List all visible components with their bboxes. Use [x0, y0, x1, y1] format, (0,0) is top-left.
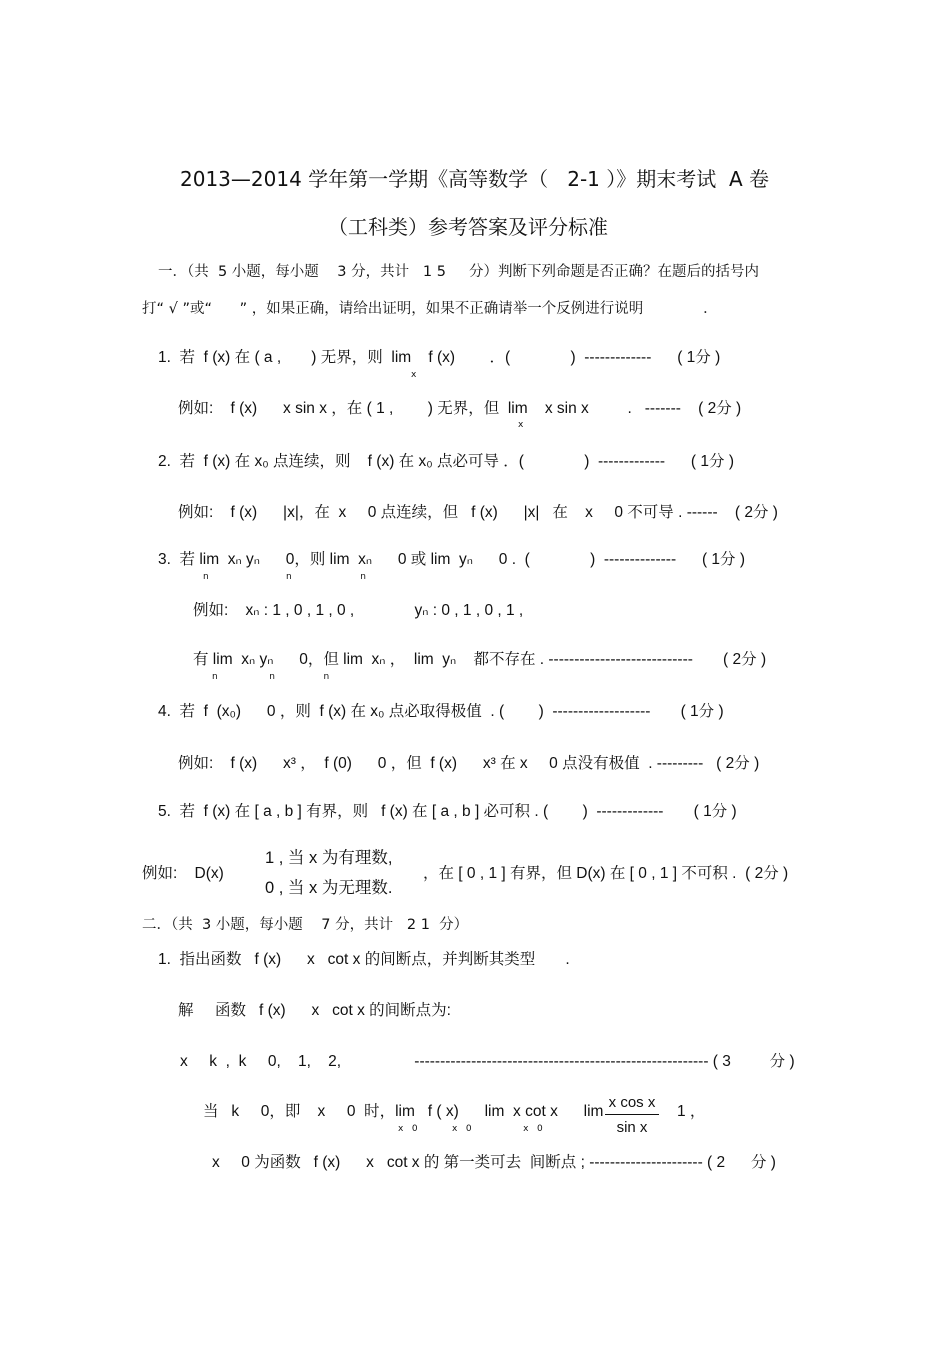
part2-q1-solution-line-3-tail: 1 ，: [677, 1103, 706, 1120]
q4-example: 例如: f (x) x³ ， f (0) 0 ，但 f (x) x³ 在 x 0 点没有极值 . --------- ( 2分 ): [178, 755, 760, 772]
part2-q1-solution-line-2: x k , k 0, 1, 2, --------------------------------------------------------- ( 3 分 ): [180, 1053, 795, 1070]
q5-example-tail: ，在 [ 0 , 1 ] 有界，但 D(x) 在 [ 0 , 1 ] 不可积 . ( 2分 ): [423, 865, 789, 882]
part2-q1-solution-line-3: 当 k 0，即 x 0 时，lim f ( x) lim x cot x lim: [203, 1103, 604, 1120]
fraction-bar: [605, 1114, 659, 1115]
fraction-denominator: sin x: [616, 1119, 648, 1136]
part1-intro-line-1: 一．（共 5 小题，每小题 3 分，共计 1 5 分）判断下列命题是否正确？在题后的括号内: [158, 264, 760, 280]
title-line-2: （工科类）参考答案及评分标准: [328, 215, 608, 239]
part2-q1-solution-line-1: 解 函数 f (x) x cot x 的间断点为:: [178, 1002, 451, 1019]
part2-q1-limit-subscripts: x 0 x 0 x 0: [398, 1124, 543, 1134]
q5-example-label: 例如: D(x): [142, 865, 224, 882]
part2-q1-question: 1. 指出函数 f (x) x cot x 的间断点，并判断其类型 .: [158, 951, 570, 968]
title-line-1: 2013—2014 学年第一学期《高等数学（ 2-1 ）》期末考试 A 卷: [180, 167, 770, 191]
q3-statement: 3. 若 lim xₙ yₙ 0，则 lim xₙ 0 或 lim yₙ 0 . ( ) -------------- ( 1分 ): [158, 551, 745, 568]
part2-intro: 二．（共 3 小题，每小题 7 分，共计 2 1 分）: [142, 917, 469, 933]
q2-statement: 2. 若 f (x) 在 x₀ 点连续，则 f (x) 在 x₀ 点必可导 ．( ) ------------- ( 1分 ): [158, 453, 734, 470]
q1-limit-subscript: x: [411, 370, 417, 380]
q1-statement: 1. 若 f (x) 在 ( a , ) 无界，则 lim f (x) ．( ) ------------- ( 1分 ): [158, 349, 721, 366]
q3-example-line-1: 例如: xₙ : 1 , 0 , 1 , 0 , yₙ : 0 , 1 , 0 , 1 ,: [193, 602, 524, 619]
q4-statement: 4. 若 f (x₀) 0 ，则 f (x) 在 x₀ 点必取得极值 . ( ) ------------------- ( 1分 ): [158, 703, 724, 720]
q1-example-subscript: x: [518, 420, 524, 430]
q3-limit-subscripts: n n n: [203, 572, 367, 582]
q2-example: 例如: f (x) |x|，在 x 0 点连续，但 f (x) |x| 在 x 0 不可导 . ------ ( 2分 ): [178, 504, 778, 521]
q3-example-line-2: 有 lim xₙ yₙ 0，但 lim xₙ ， lim yₙ 都不存在 . ---------------------------- ( 2分 ): [193, 651, 767, 668]
part2-q1-solution-line-4: x 0 为函数 f (x) x cot x 的 第一类可去 间断点 ; ---------------------- ( 2 分 ): [212, 1154, 776, 1171]
q1-example: 例如: f (x) x sin x ，在 ( 1 , ) 无界，但 lim x sin x . ------- ( 2分 ): [178, 400, 742, 417]
q3-example-subscripts: n n n: [212, 672, 330, 682]
q5-case-rational: 1 , 当 x 为有理数,: [265, 849, 393, 867]
fraction-numerator: x cos x: [608, 1094, 656, 1111]
q5-statement: 5. 若 f (x) 在 [ a , b ] 有界，则 f (x) 在 [ a , b ] 必可积 . ( ) ------------- ( 1分 ): [158, 803, 737, 820]
part1-intro-line-2: 打“ √ ”或“ ” ，如果正确，请给出证明，如果不正确请举一个反例进行说明 ．: [142, 301, 718, 317]
q5-case-irrational: 0 , 当 x 为无理数.: [265, 879, 393, 897]
